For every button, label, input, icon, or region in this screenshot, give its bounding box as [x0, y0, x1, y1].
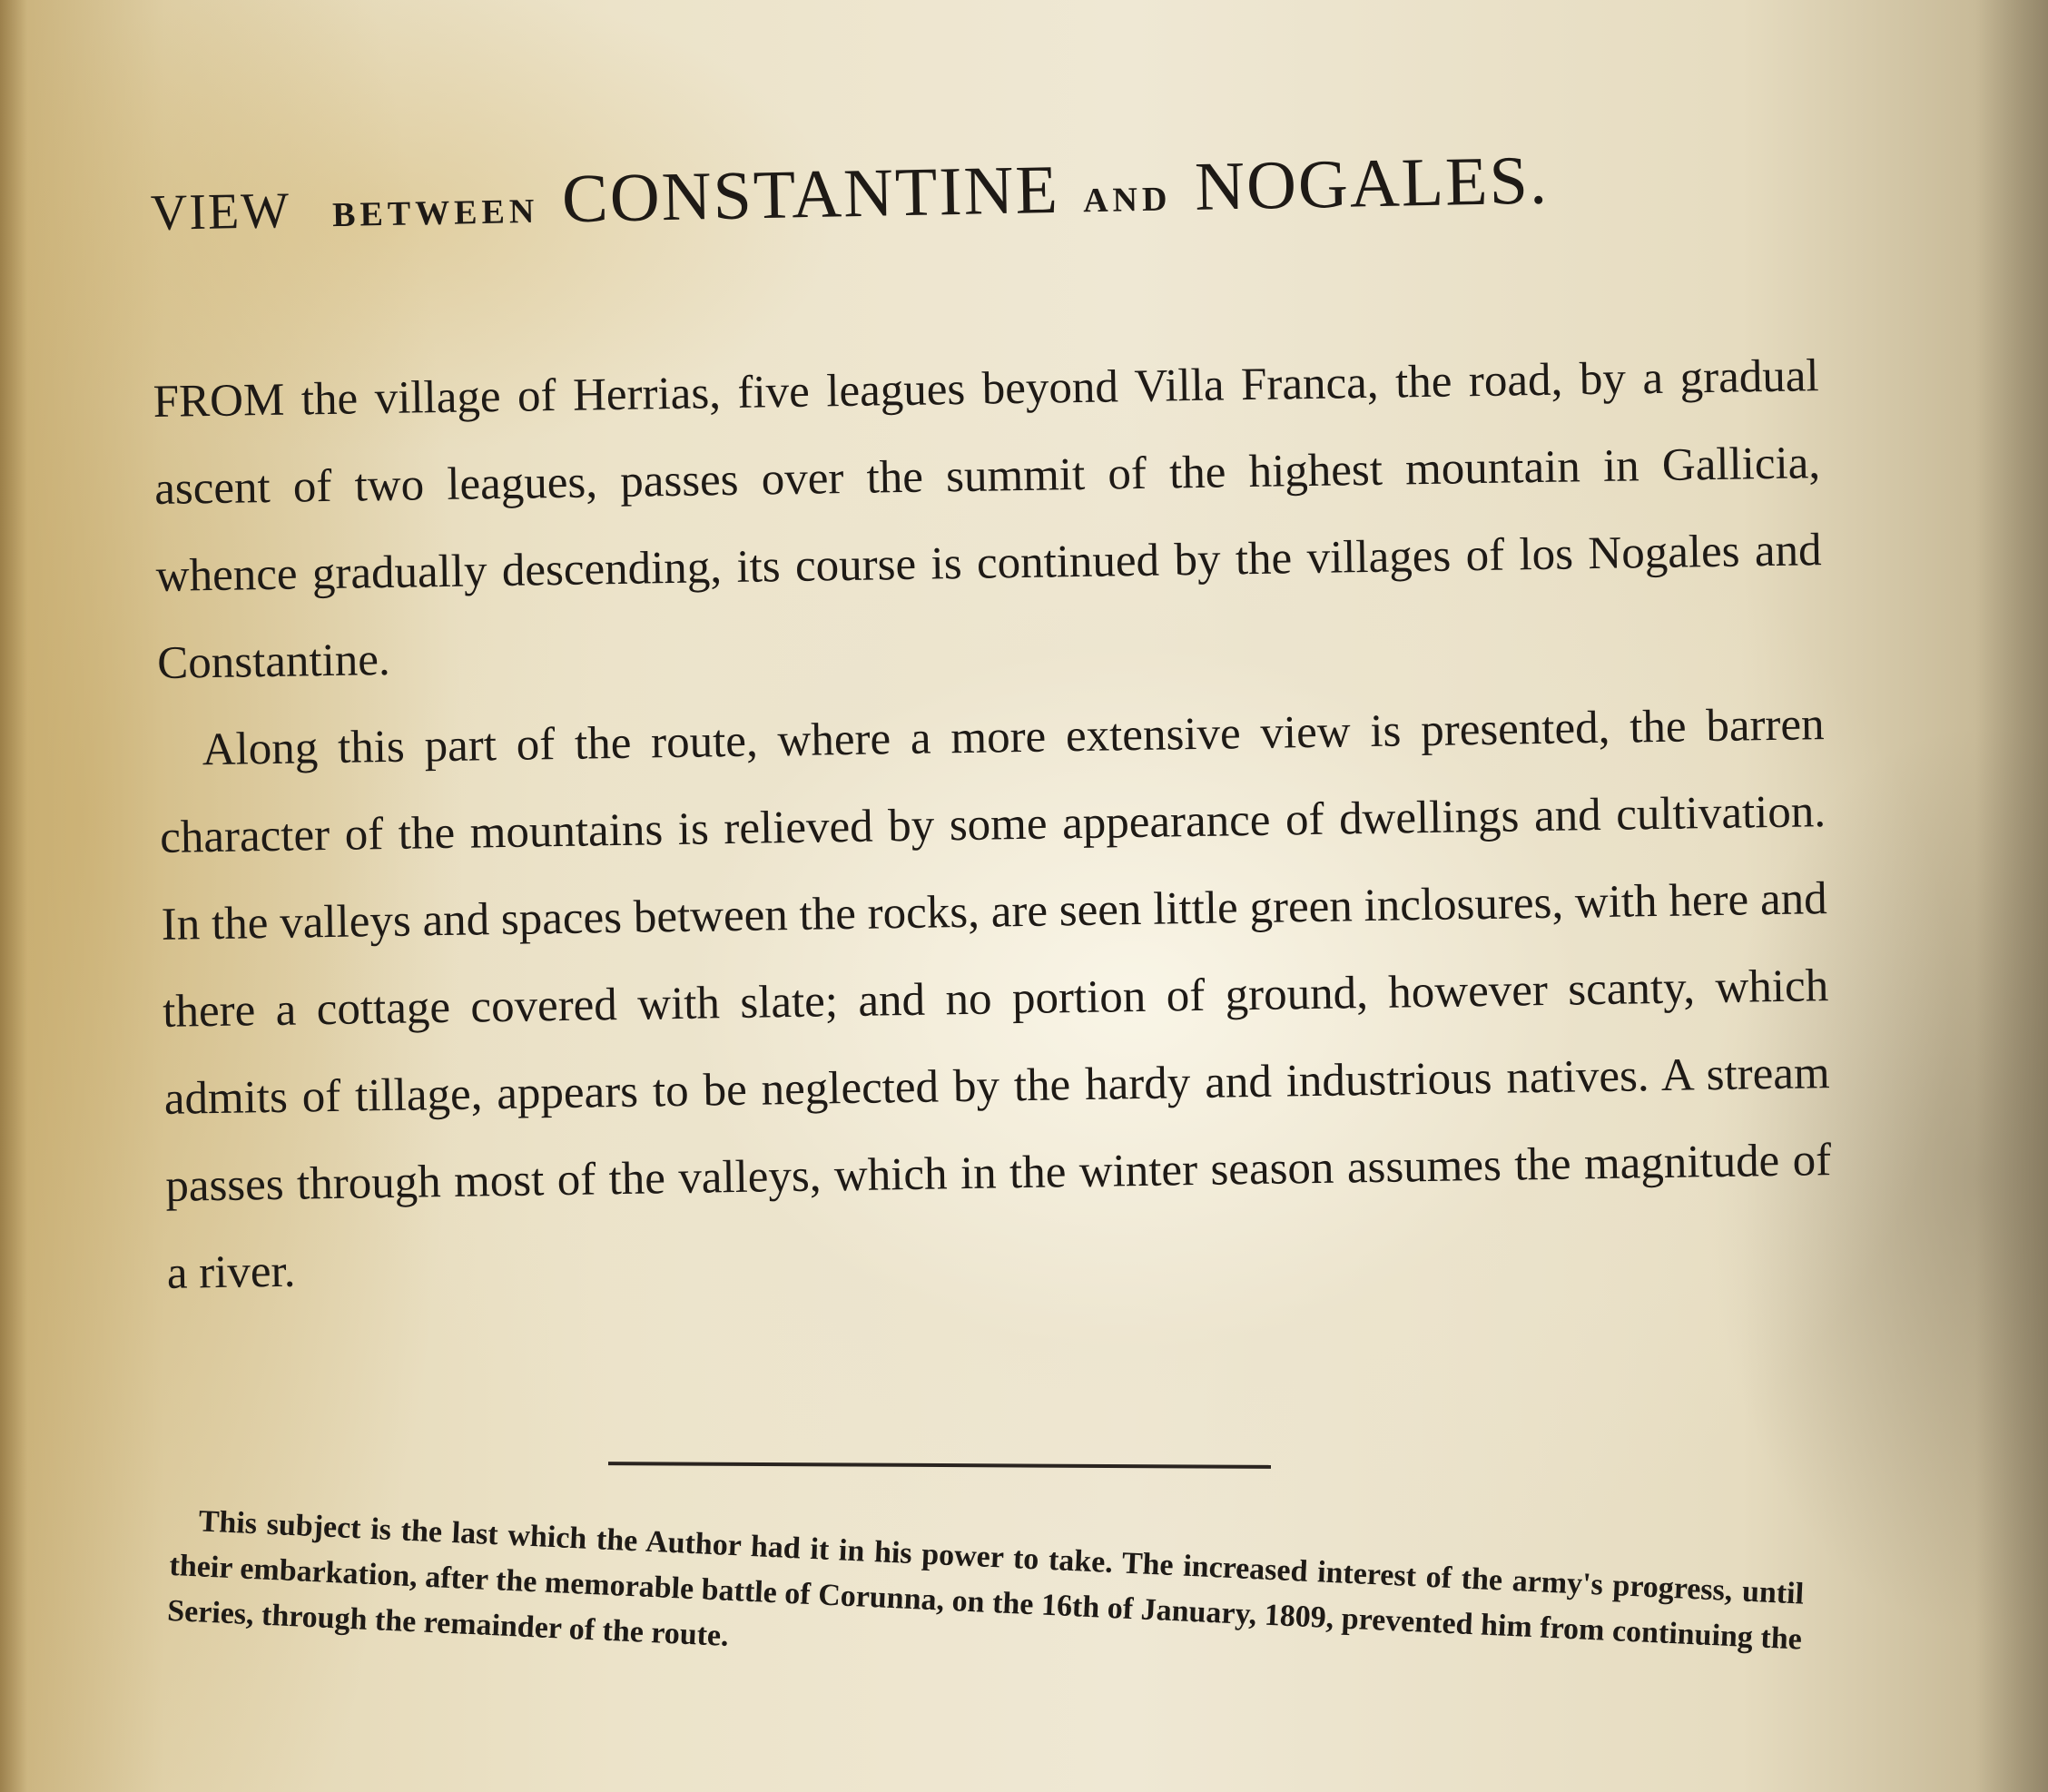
footnote: [166, 1498, 1805, 1708]
title-place-nogales: NOGALES.: [1194, 142, 1550, 225]
title-word-between: BETWEEN: [331, 192, 539, 235]
title-word-view: VIEW: [150, 182, 291, 241]
section-divider: [608, 1462, 1271, 1469]
paragraph-1: FROM the village of Herrias, five leagues beyond Villa Franca, the road, by a gradual ascent of two leagues, passes over the summit of the highest mountain in Gallicia, whence gradually descending, its course is continued by the villages of los Nogales and Constantine.: [153, 350, 1822, 689]
paragraph-2: Along this part of the route, where a more extensive view is presented, the barren character of the mountains is relieved by some appearance of dwellings and cultivation. In the valleys and spaces between the rocks, are seen little green inclosures, with here and there a cottage covered with slate; and no portion of ground, however scanty, which admits of tillage, appears to be neglected by the hardy and industrious natives. A stream passes through most of the valleys, which in the winter season assumes the magnitude of a river.: [159, 699, 1832, 1299]
footnote-text: This subject is the last which the Author had it in his power to take. The increased interest of the army's progress, until their embarkation, after the memorable battle of Corunna, on the 16th of January, 1809, prevented him from continuing the Series, through the remainder of the route.: [166, 1504, 1805, 1657]
page-title: [150, 135, 1830, 246]
title-place-constantine: CONSTANTINE: [561, 151, 1060, 238]
page-edge-shadow: [1975, 0, 2048, 1792]
body-text: [153, 332, 1833, 1317]
spine-shadow: [0, 0, 27, 1792]
title-word-and: AND: [1082, 180, 1172, 221]
